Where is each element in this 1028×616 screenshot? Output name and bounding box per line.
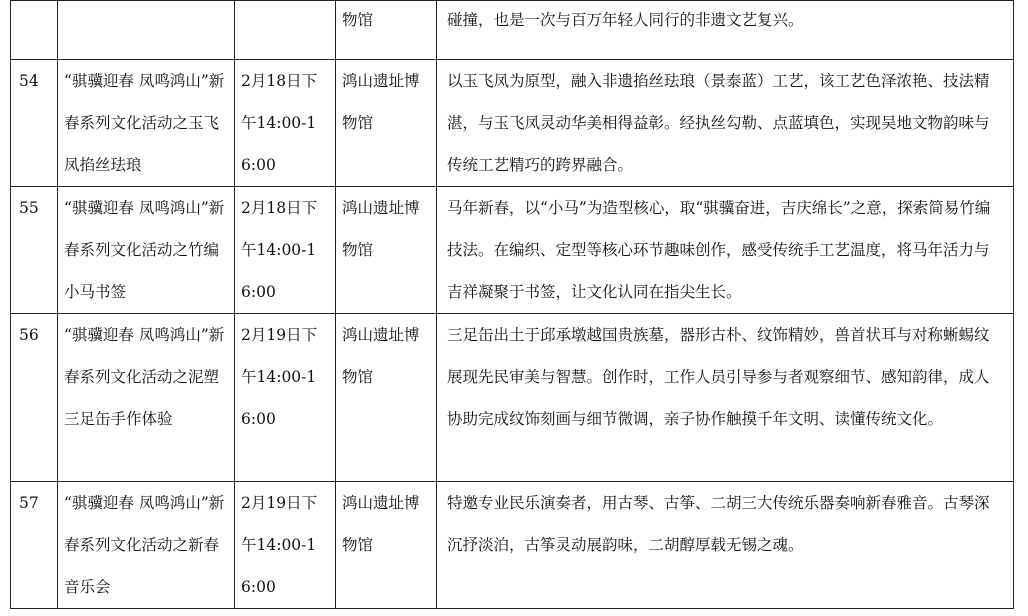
cell-time (235, 1, 336, 60)
cell-no: 55 (11, 187, 58, 314)
cell-no (11, 1, 58, 60)
cell-no: 56 (11, 314, 58, 482)
cell-no: 57 (11, 482, 58, 609)
table-row (11, 482, 1014, 609)
cell-time: 2月18日下午14:00-16:00 (235, 187, 336, 314)
cell-desc: 特邀专业民乐演奏者，用古琴、古筝、二胡三大传统乐器奏响新春雅音。古琴深沉抒淡泊，古筝灵动展韵味，二胡醇厚载无锡之魂。 (437, 482, 1014, 609)
cell-venue: 鸿山遗址博物馆 (336, 314, 437, 482)
cell-time: 2月19日下午14:00-16:00 (235, 314, 336, 482)
cell-name: “骐骥迎春 凤鸣鸿山”新春系列文化活动之玉飞凤掐丝珐琅 (58, 60, 235, 187)
cell-time: 2月18日下午14:00-16:00 (235, 60, 336, 187)
cell-time: 2月19日下午14:00-16:00 (235, 482, 336, 609)
cell-desc: 马年新春，以“小马”为造型核心，取“骐骥奋进，吉庆绵长”之意，探索简易竹编技法。在编织、定型等核心环节趣味创作，感受传统手工艺温度，将马年活力与吉祥凝聚于书签，让文化认同在指尖生长。 (437, 187, 1014, 314)
cell-name (58, 1, 235, 60)
cell-venue: 物馆 (336, 1, 437, 60)
cell-venue: 鸿山遗址博物馆 (336, 482, 437, 609)
cell-desc: 以玉飞凤为原型，融入非遗掐丝珐琅（景泰蓝）工艺，该工艺色泽浓艳、技法精湛，与玉飞凤灵动华美相得益彰。经执丝勾勒、点蓝填色，实现吴地文物韵味与传统工艺精巧的跨界融合。 (437, 60, 1014, 187)
cell-desc: 碰撞，也是一次与百万年轻人同行的非遗文艺复兴。 (437, 1, 1014, 60)
cell-venue: 鸿山遗址博物馆 (336, 187, 437, 314)
table-row (11, 60, 1014, 187)
cell-no: 54 (11, 60, 58, 187)
cell-venue: 鸿山遗址博物馆 (336, 60, 437, 187)
cell-name: “骐骥迎春 凤鸣鸿山”新春系列文化活动之泥塑三足缶手作体验 (58, 314, 235, 482)
table-row (11, 314, 1014, 482)
cell-name: “骐骥迎春 凤鸣鸿山”新春系列文化活动之新春音乐会 (58, 482, 235, 609)
table-row-continuation (11, 1, 1014, 60)
activity-table (10, 0, 1014, 609)
cell-name: “骐骥迎春 凤鸣鸿山”新春系列文化活动之竹编小马书签 (58, 187, 235, 314)
table-row (11, 187, 1014, 314)
cell-desc: 三足缶出土于邱承墩越国贵族墓，器形古朴、纹饰精妙，兽首状耳与对称蜥蜴纹展现先民审美与智慧。创作时，工作人员引导参与者观察细节、感知韵律，成人协助完成纹饰刻画与细节微调，亲子协作触摸千年文明、读懂传统文化。 (437, 314, 1014, 482)
